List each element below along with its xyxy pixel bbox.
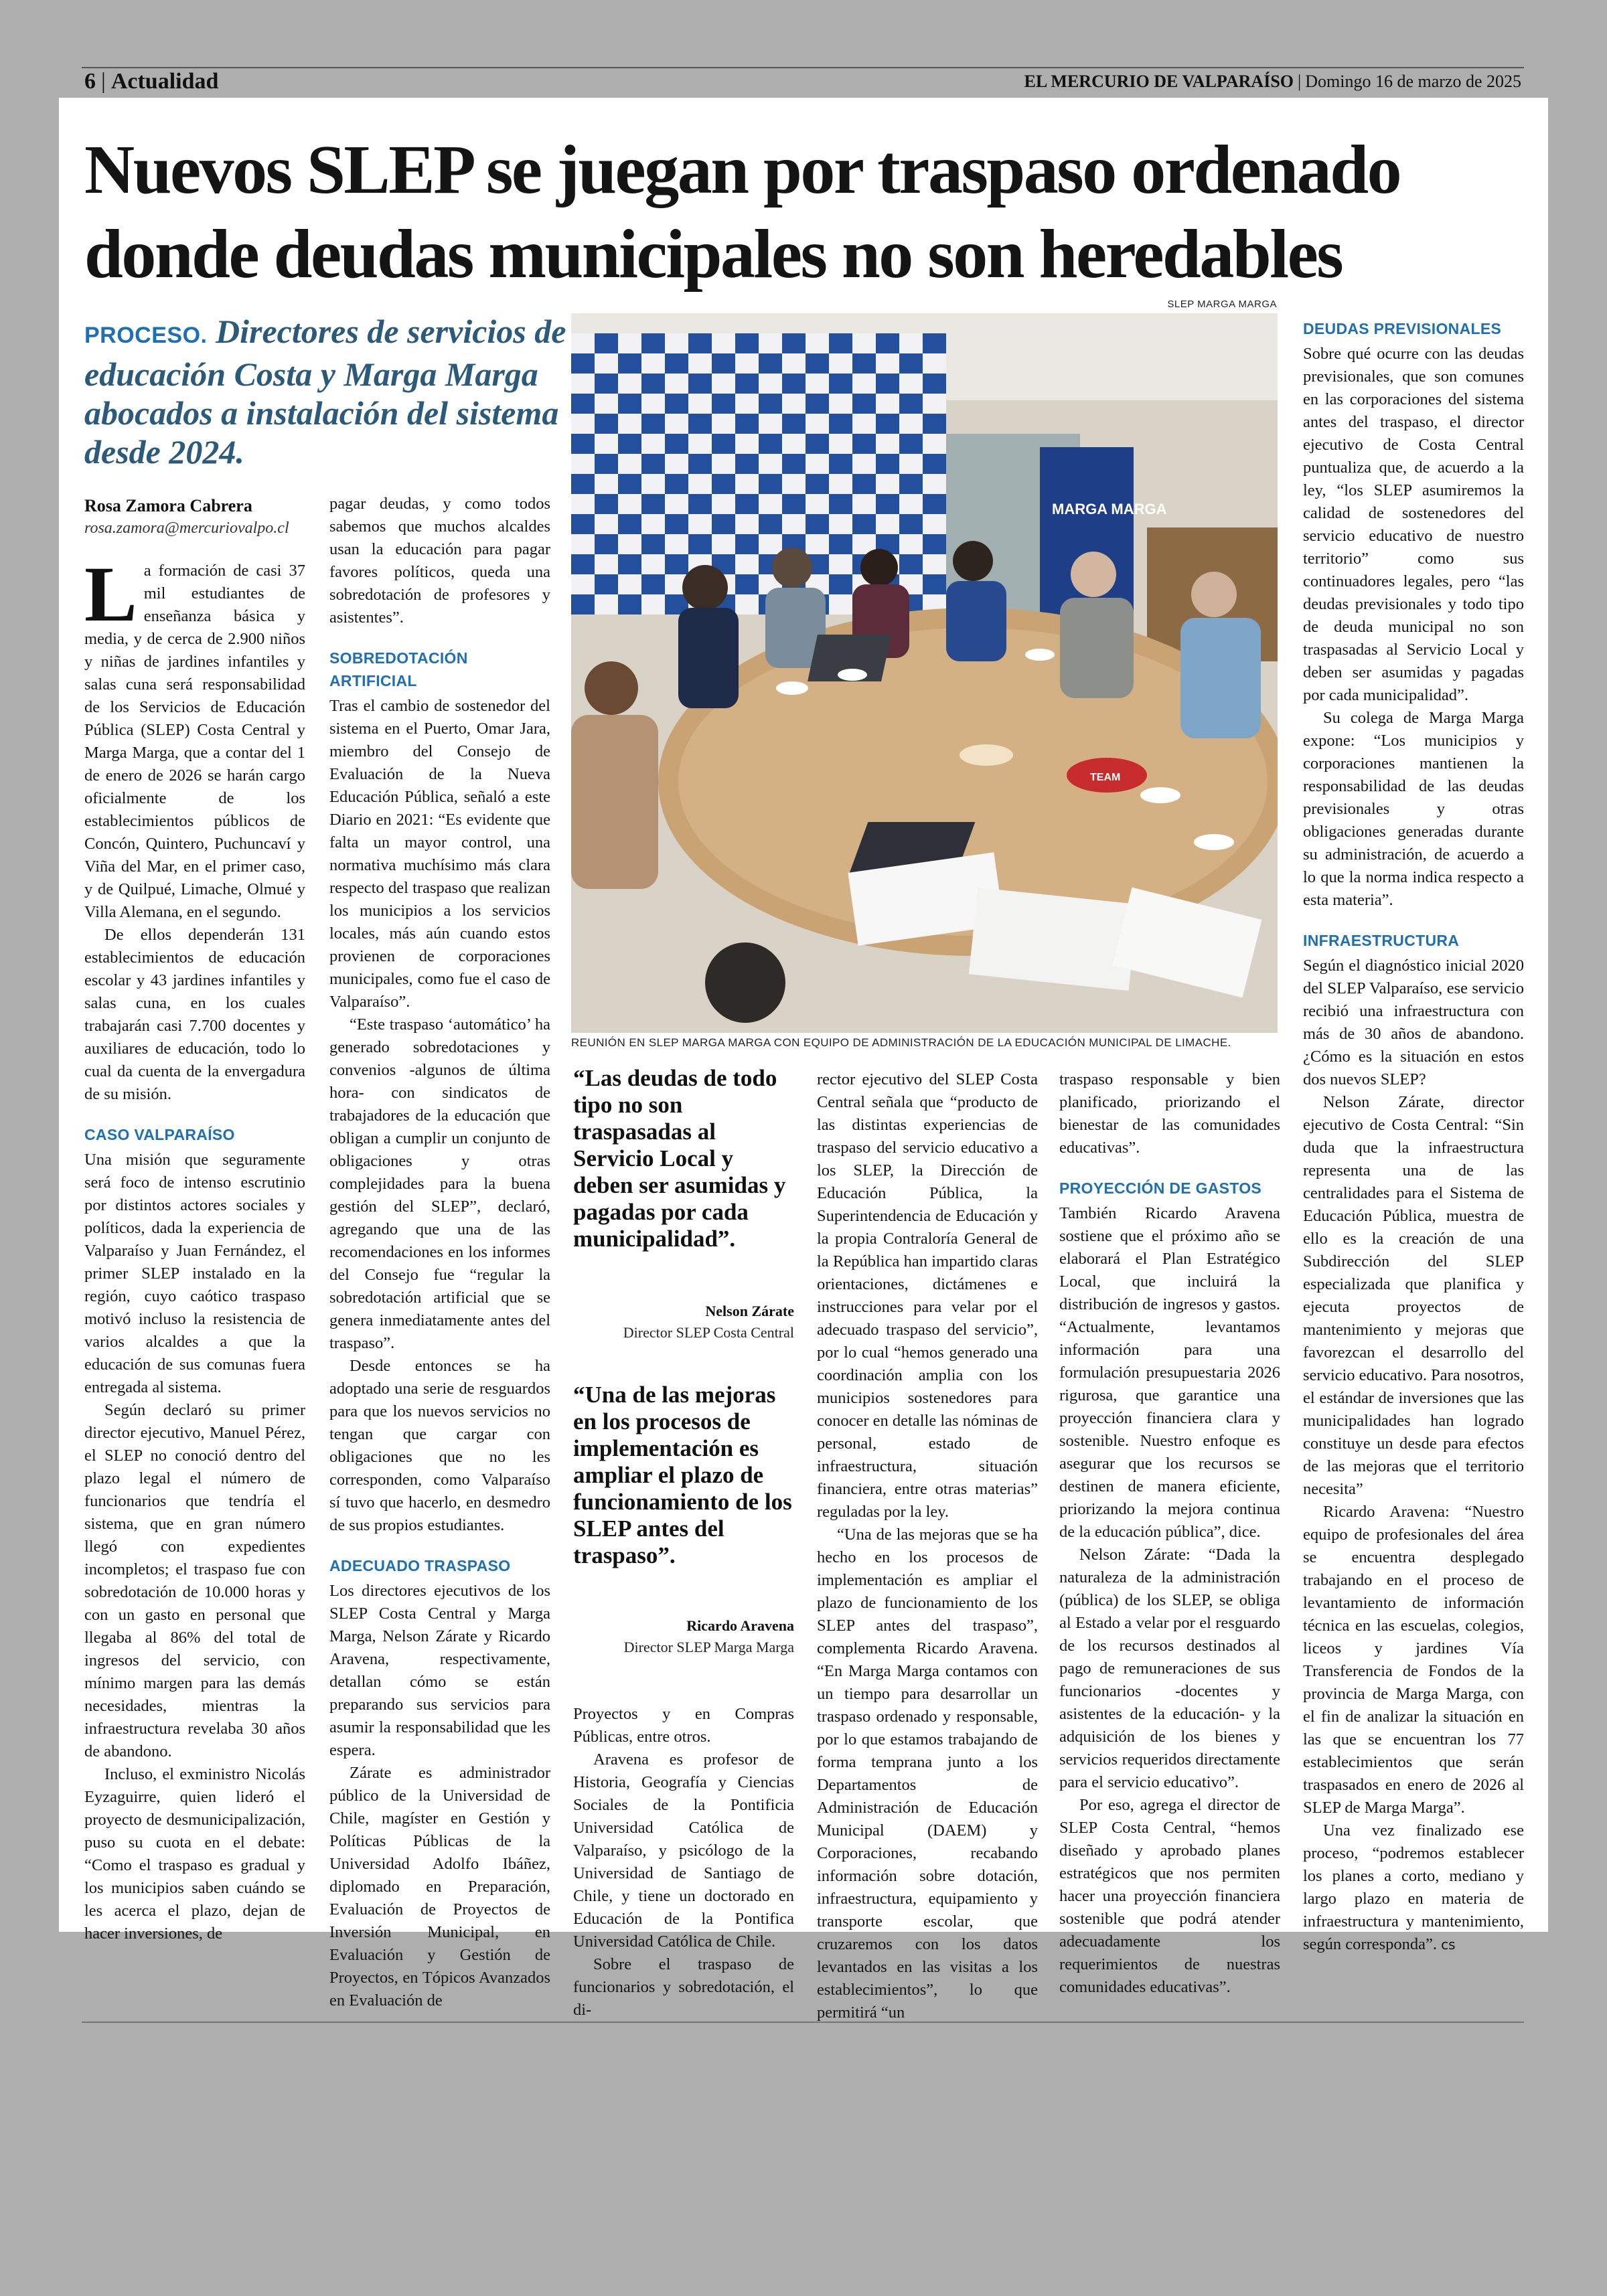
paragraph: Sobre qué ocurre con las deudas previsionales, que son comunes en las corporaciones del sistema antes del traspaso, el director ejecutivo de Costa Central puntualiza que, de acuerdo a la ley, “los SLEP asumiremos la calidad de sostenedores del servicio educativo de nuestro territorio” como sus continuadores legales, pero “las deudas previsionales y todo tipo de deuda municipal no son traspasadas al Servicio Local y deben ser asumidas y pagadas por cada municipalidad”. (1303, 345, 1524, 704)
paragraph: a formación de casi 37 mil estudiantes de enseñanza básica y media, y de cerca de 2.900 niños y niñas de jardines infantiles y salas cuna será responsabilidad de los Servicios de Educación Pública (SLEP) Costa Central y Marga Marga, que a contar del 1 de enero de 2026 se harán cargo oficialmente de los establecimientos públicos de Concón, Quintero, Puchuncaví y Viña del Mar, en el primer caso, y de Quilpué, Limache, Olmué y Villa Alemana, en el segundo. (84, 562, 305, 921)
pull-quote-1-role: Director SLEP Costa Central (623, 1324, 794, 1341)
section-heading-sobredotacion: SOBREDOTACIÓN ARTIFICIAL (329, 649, 468, 689)
paragraph-text: Una vez finalizado ese proceso, “podremos establecer los planes a corto, mediano y largo plazo en materia de infraestructura y mantenimiento, según corresponda”. (1303, 1821, 1524, 1953)
photo-credit: SLEP MARGA MARGA (1167, 299, 1277, 310)
column-5 (1059, 1068, 1280, 1999)
column-3 (573, 1703, 794, 2022)
paragraph: Según el diagnóstico inicial 2020 del SLEP Valparaíso, ese servicio recibió una infraestructura con más de 30 años de abandono. ¿Cómo es la situación en estos dos nuevos SLEP? (1303, 957, 1524, 1088)
paragraph: Los directores ejecutivos de los SLEP Costa Central y Marga Marga, Nelson Zárate y Ricardo Aravena, respectivamente, detallan cómo se están preparando sus servicios para asumir la responsabilidad que les espera. (329, 1582, 550, 1759)
paragraph: Por eso, agrega el director de SLEP Costa Central, “hemos diseñado y aprobado planes estratégicos que nos permiten hacer una proyección financiera sostenible que podrá atender adecuadamente los requerimientos de nuestras comunidades educativas”. (1059, 1796, 1280, 1996)
pull-quote-2: “Una de las mejoras en los procesos de implementación es ampliar el plazo de funcionamiento de los SLEP antes del traspaso”. (573, 1382, 792, 1568)
column-2 (329, 493, 550, 2012)
author-email[interactable]: rosa.zamora@mercuriovalpo.cl (84, 519, 289, 537)
end-mark-icon: cs (1441, 1937, 1456, 1953)
pull-quote-1-name: Nelson Zárate (705, 1303, 794, 1319)
article-intro (84, 550, 305, 924)
author-name: Rosa Zamora Cabrera (84, 496, 252, 515)
paragraph: Aravena es profesor de Historia, Geografía y Ciencias Sociales de la Pontificia Universidad Católica de Valparaíso, y psicólogo de la Universidad de Santiago de Chile, y tiene un doctorado en Educación de la Pontifica Universidad Católica de Chile. (573, 1750, 794, 1951)
issue-date: Domingo 16 de marzo de 2025 (1305, 72, 1521, 91)
paragraph: traspaso responsable y bien planificado, priorizando el bienestar de las comunidades educativas”. (1059, 1070, 1280, 1157)
newspaper-name: EL MERCURIO DE VALPARAÍSO (1024, 72, 1294, 91)
bottom-rule (82, 2022, 1524, 2023)
pull-quote-2-role: Director SLEP Marga Marga (623, 1639, 794, 1655)
page-header-left (84, 67, 218, 96)
photo-caption: REUNIÓN EN SLEP MARGA MARGA CON EQUIPO DE ADMINISTRACIÓN DE LA EDUCACIÓN MUNICIPAL DE LIMACHE. (571, 1036, 1231, 1049)
section-heading-proyeccion-gastos: PROYECCIÓN DE GASTOS (1059, 1179, 1262, 1197)
paragraph: También Ricardo Aravena sostiene que el próximo año se elaborará el Plan Estratégico Local, que incluirá la distribución de ingresos y gastos. “Actualmente, levantamos información para una formulación presupuestaria 2026 rigurosa, que garantice una proyección financiera clara y sostenible. Nuestro enfoque es asegurar que los recursos se destinen de manera eficiente, priorizando la mejora continua de la educación pública”, dice. (1059, 1204, 1280, 1541)
paragraph: Nelson Zárate, director ejecutivo de Costa Central: “Sin duda que la infraestructura representa una de las centralidades para el Sistema de Educación Pública, muestra de ello es la creación de una Subdirección del SLEP especializada que planifica y ejecuta proyectos de mantenimiento y mejoras que favorezcan el desarrollo del servicio educativo. Para nosotros, el estándar de inversiones que las municipalidades han logrado constituye un desde para efectos de las mejoras que el territorio necesita” (1303, 1093, 1524, 1498)
paragraph: rector ejecutivo del SLEP Costa Central señala que “producto de las distintas experiencias de traspaso del servicio educativo a los SLEP, la Dirección de Educación Pública, la Superintendencia de Educación y la propia Contraloría General de la República han impartido claras orientaciones, dictámenes e instrucciones para velar por el adecuado traspaso del servicio”, por lo cual “hemos generado una coordinación amplia con los municipios sostenedores para conocer en detalle las nóminas de personal, estado de infraestructura, situación financiera, entre otras materias” reguladas por la ley. (817, 1070, 1038, 1521)
paragraph: Proyectos y en Compras Públicas, entre otros. (573, 1705, 794, 1746)
paragraph (1303, 1819, 1524, 1956)
section-heading-deudas-previsionales: DEUDAS PREVISIONALES (1303, 320, 1502, 337)
paragraph: Desde entonces se ha adoptado una serie de resguardos para que los nuevos servicios no tengan que cargar con obligaciones que no les corresponden, como Valparaíso sí tuvo que hacerlo, en desmedro de sus propios estudiantes. (329, 1357, 550, 1534)
lead-text: Directores de servicios de educación Costa y Marga Marga abocados a instalación del sistema desde 2024. (84, 313, 566, 471)
column-4 (817, 1068, 1038, 2024)
paragraph: Una misión que seguramente será foco de intenso escrutinio por distintos actores sociales y políticos, dada la experiencia de Valparaíso y Juan Fernández, el primer SLEP instalado en la región, cuyo caótico traspaso motivó incluso la resistencia de varios alcaldes a que la educación de sus comunas fuera entregada al sistema. (84, 1151, 305, 1396)
paragraph: Su colega de Marga Marga expone: “Los municipios y corporaciones mantienen la responsabilidad de las deudas previsionales y otras obligaciones generadas durante su administración, de acuerdo a lo que la norma indica respecto a esta materia”. (1303, 709, 1524, 909)
pull-quote-1: “Las deudas de todo tipo no son traspasadas al Servicio Local y deben ser asumidas y pagadas por cada municipalidad”. (573, 1065, 786, 1252)
paragraph: Ricardo Aravena: “Nuestro equipo de profesionales del área se encuentra desplegado trabajando en el proceso de levantamiento de información técnica en las escuelas, colegios, liceos y jardines Vía Transferencia de Fondos de la provincia de Marga Marga, con el fin de analizar la situación en las que se encuentran los 77 establecimientos que serán traspasados en enero de 2026 al SLEP de Marga Marga”. (1303, 1503, 1524, 1817)
paragraph: De ellos dependerán 131 establecimientos de educación escolar y 43 jardines infantiles y salas cuna, en los cuales trabajarán casi 7.700 docentes y auxiliares de educación, todo lo cual da cuenta de la envergadura de su misión. (84, 926, 305, 1103)
paragraph: Zárate es administrador público de la Universidad de Chile, magíster en Gestión y Políticas Públicas de la Universidad Adolfo Ibáñez, diplomado en Preparación, Evaluación de Proyectos de Inversión Municipal, en Evaluación y Gestión de Proyectos, en Tópicos Avanzados en Evaluación de (329, 1764, 550, 2010)
column-1 (84, 550, 305, 1945)
page-header-right (1024, 67, 1521, 96)
paragraph: “Este traspaso ‘automático’ ha generado sobredotaciones y convenios -algunos de última hora- con sindicatos de trabajadores de la educación que obligan a cumplir un conjunto de obligaciones y otras complejidades para la buena gestión del SLEP”, declaró, agregando que una de las recomendaciones en los informes del Consejo fue “regular la sobredotación artificial que se genera inmediatamente antes del traspaso”. (329, 1015, 550, 1352)
paragraph: Incluso, el exministro Nicolás Eyzaguirre, quien lideró el proyecto de desmunicipalización, puso su cuota en el debate: “Como el traspaso es gradual y los municipios saben cuándo se les acerca el plazo, dejan de hacer inversiones, de (84, 1765, 305, 1943)
meeting-photo (571, 313, 1278, 1033)
section-heading-infraestructura: INFRAESTRUCTURA (1303, 932, 1460, 949)
paragraph: Según declaró su primer director ejecutivo, Manuel Pérez, el SLEP no conoció dentro del plazo legal el número de funcionarios que tendría el sistema, que en gran número llegó con expedientes incompletos; el traspaso fue con sobredotación de 10.000 horas y con un gasto en personal que llegaba al 86% del total de ingresos del servicio, con mínimo margen para las demás necesidades, mientras la infraestructura revelaba 30 años de abandono. (84, 1401, 305, 1760)
section-heading-adecuado-traspaso: ADECUADO TRASPASO (329, 1557, 511, 1574)
header-separator: | (101, 69, 106, 94)
section-heading-caso-valparaiso: CASO VALPARAÍSO (84, 1126, 235, 1143)
paragraph: pagar deudas, y como todos sabemos que muchos alcaldes usan la educación para pagar favores políticos, queda una sobredotación de profesores y asistentes”. (329, 495, 550, 627)
lead-kicker: PROCESO. (84, 323, 208, 348)
column-6 (1303, 317, 1524, 1956)
article-lead (84, 312, 580, 471)
meeting-photo-illustration (571, 313, 1278, 1033)
header-separator-2: | (1298, 72, 1302, 91)
cap-text: TEAM (1090, 772, 1121, 783)
paragraph: Tras el cambio de sostenedor del sistema en el Puerto, Omar Jara, miembro del Consejo de Evaluación de la Nueva Educación Pública, señaló a este Diario en 2021: “Es evidente que falta un mayor control, una normativa muchísimo más clara respecto del traspaso que realizan los municipios a los servicios locales, más aún cuando estos provienen de corporaciones municipales, como fue el caso de Valparaíso”. (329, 697, 550, 1011)
banner-text: MARGA MARGA (1052, 501, 1167, 517)
article-headline: Nuevos SLEP se juegan por traspaso ordenado donde deudas municipales no son heredables (84, 131, 1401, 293)
section-name: Actualidad (110, 69, 219, 94)
paragraph: “Una de las mejoras que se ha hecho en los procesos de implementación es ampliar el plazo de funcionamiento de los SLEP antes del traspaso”, complementa Ricardo Aravena. “En Marga Marga contamos con un tiempo para desarrollar un traspaso ordenado y responsable, por lo que estamos trabajando de forma temprana junto a los Departamentos de Administración de Educación Municipal (DAEM) y Corporaciones, recabando información sobre dotación, infraestructura, equipamiento y transporte escolar, que cruzaremos con los datos levantados en las visitas a los establecimientos”, lo que permitirá “un (817, 1526, 1038, 2022)
paragraph: Nelson Zárate: “Dada la naturaleza de la administración (pública) de los SLEP, se obliga al Estado a velar por el resguardo de los recursos destinados al pago de remuneraciones de sus funcionarios -docentes y asistentes de la educación- y la adquisición de los bienes y servicios requeridos directamente para el servicio educativo”. (1059, 1546, 1280, 1791)
page-number: 6 (84, 69, 96, 94)
newspaper-page (59, 98, 1548, 2022)
pull-quote-2-name: Ricardo Aravena (686, 1617, 794, 1634)
drop-cap: L (84, 550, 137, 638)
paragraph: Sobre el traspaso de funcionarios y sobredotación, el di- (573, 1955, 794, 2019)
